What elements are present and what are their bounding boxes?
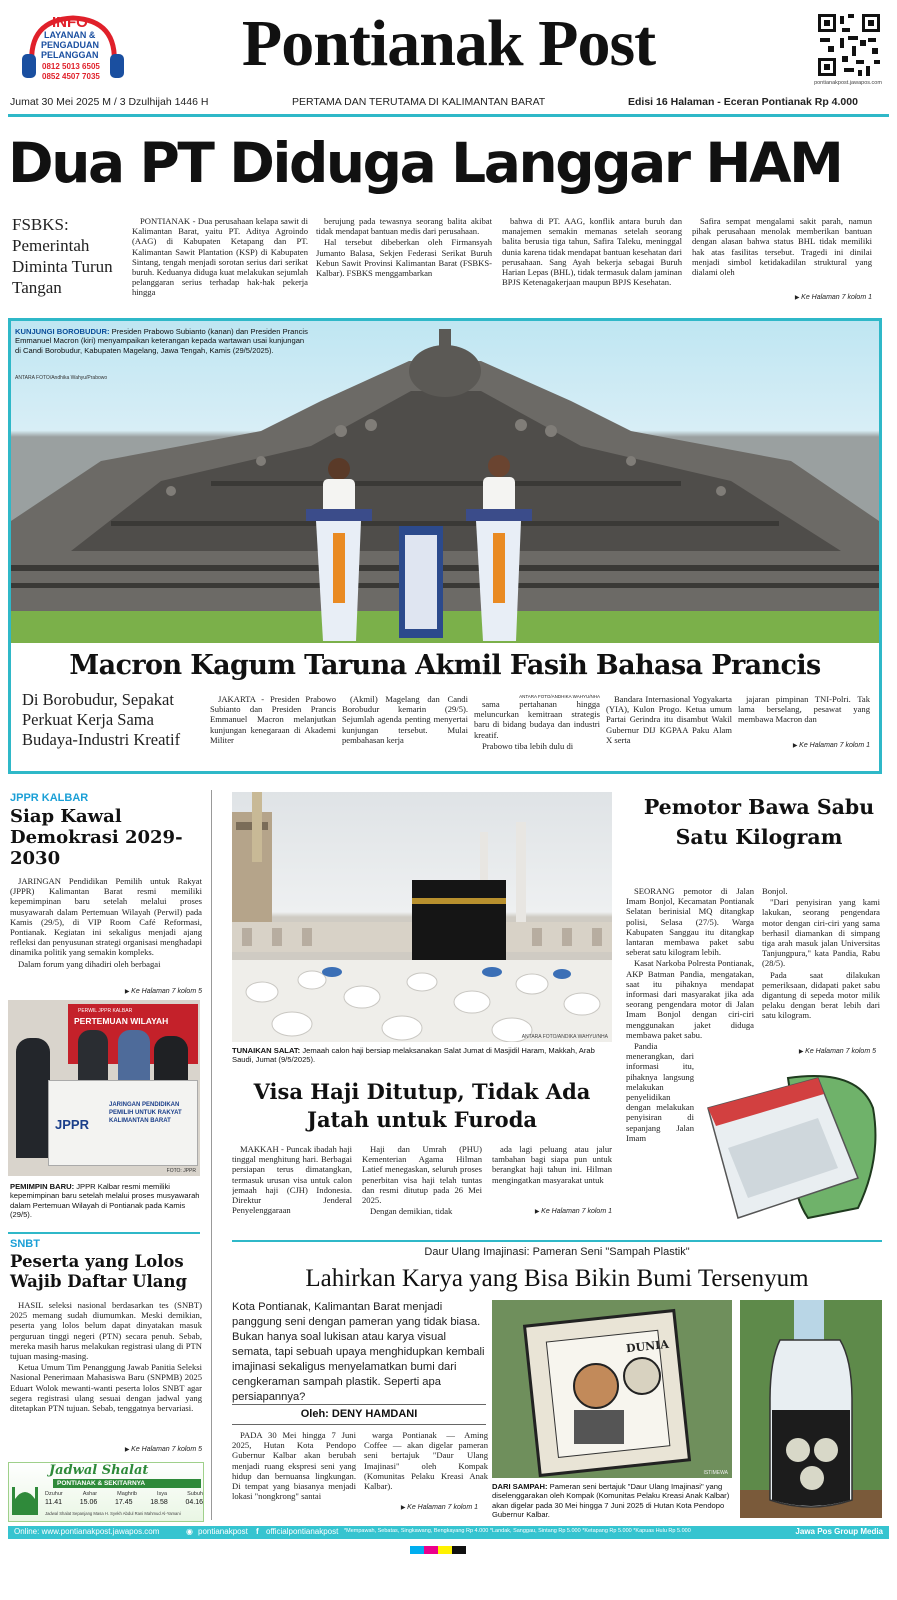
jppr-caption-label: PEMIMPIN BARU: [10, 1182, 75, 1191]
jppr-caption-text: JPPR Kalbar resmi memiliki kepemimpinan baru setelah melalui proses musyawarah dalam Pertemuan Wilayah di Pontianak pada Kamis (29/5). [10, 1182, 200, 1220]
footer-group: Jawa Pos Group Media [795, 1527, 883, 1536]
shalat-time: 11.41 [45, 1499, 62, 1506]
shalat-headers [45, 1491, 203, 1497]
borobudur-col3-credit: ANTARA FOTO/ANDHIKA WAHYU/NHA [519, 694, 600, 699]
haji-col1: MAKKAH - Puncak ibadah haji tinggal menghitung hari. Berbagai persiapan terus dimatangkan, termasuk urusan visa untuk calon jemaah haji (CJH) Indonesia. Direktur Jenderal Penyelenggaraan [232, 1144, 352, 1216]
info-phone1: 0812 5013 6505 [42, 62, 100, 71]
jppr-person1 [16, 1038, 50, 1158]
seni-col1: PADA 30 Mei hingga 7 Juni 2025, Hutan Kota Pendopo Gubernur Kalbar akan berubah menjadi ruang ekspresi seni yang hidup dan bernuansa lingkungan. Di tempat yang biasanya menjadi lokasi "nongkrong" santai [232, 1430, 356, 1502]
shalat-header: Subuh [187, 1491, 203, 1497]
haji-col2: Haji dan Umrah (PHU) Kementerian Agama Hilman Latief menegaskan, seluruh proses penerbitan visa haji telah tuntas dan resmi ditutup pada 26 Mei 2025. Dengan demikian, tidak [362, 1144, 482, 1217]
masthead-tagline: PERTAMA DAN TERUTAMA DI KALIMANTAN BARAT [292, 96, 546, 108]
borobudur-jump: ▶ Ke Halaman 7 kolom 1 [738, 742, 870, 749]
borobudur-col1: JAKARTA - Presiden Prabowo Subianto dan Presiden Prancis Emmanuel Macron melanjutkan kunjungan kenegaraan di Akademi Militer [210, 694, 336, 745]
seni-kicker: Daur Ulang Imajinasi: Pameran Seni "Sampah Plastik" [424, 1246, 690, 1258]
headline-sidebar: FSBKS: Pemerintah Diminta Turun Tangan [12, 215, 113, 297]
snbt-rule [8, 1232, 200, 1234]
headline-col3: bahwa di PT. AAG, konflik antara buruh dan manajemen semakin memanas setelah seorang balita berusia tiga tahun, Safira Taleku, meninggal dunia karena tidak mendapat bantuan kesehatan dari perusahaan. Sang Ayah bekerja sebagai Buruh Harian Lepas (BHL), tidak termasuk dalam jaminan BPJS Ketenagakerjaan maupun BPJS Kesehatan. [502, 216, 682, 288]
bottle-art-illustration [740, 1300, 882, 1518]
seni-byline-rule [232, 1404, 486, 1405]
sabu-col2: Bonjol. "Dari penyisiran yang kami lakukan, seorang pengendara motor dengan ciri-ciri yang sama berhasil diamankan di simpang tiga arah masuk jalan Universitas Tanjungpura," kata Pandia, Rabu (28/5). Pada saat dilakukan pemeriksaan, didapati paket sabu digantung di sepeda motor milik pelaku dengan berat lebih dari satu kilogram. [762, 886, 880, 1021]
shalat-box [8, 1462, 204, 1522]
color-registration-bar [410, 1546, 466, 1554]
seni-credit: ISTIMEWA [703, 1470, 728, 1476]
headline-jump: ▶ Ke Halaman 7 kolom 1 [692, 294, 872, 301]
qr-code [816, 12, 882, 78]
borobudur-caption-label: KUNJUNGI BOROBUDUR: [15, 327, 110, 336]
sabu-title: Pemotor Bawa Sabu Satu Kilogram [643, 795, 875, 849]
shalat-subtitle: PONTIANAK & SEKITARNYA [53, 1479, 201, 1488]
seni-lead: Kota Pontianak, Kalimantan Barat menjadi panggung seni dengan pameran yang tidak biasa. Bukan hanya soal lukisan atau karya visual semata, tapi sebuah upaya menghidupkan kembali imajinasi sekaligus menyelamatkan bumi dari cengkeraman sampah plastik. Seperti apa persiapannya? [232, 1301, 485, 1403]
jppr-sign-text: JARINGAN PENDIDIKAN PEMILIH UNTUK RAKYAT KALIMANTAN BARAT [109, 1102, 182, 1124]
seni-rule [232, 1240, 882, 1242]
seni-art-text: DUNIA [625, 1337, 670, 1356]
shalat-header: Maghrib [117, 1491, 137, 1497]
instagram-icon: ◉ [186, 1527, 193, 1536]
footer-prices: *Mempawah, Sebatas, Singkawang, Bengkayang Rp 4.000 *Landak, Sanggau, Sintang Rp 5.000 *Ketapang Rp 5.000 *Kapuas Hulu Rp 5.000 [344, 1528, 691, 1534]
seni-jump: ▶ Ke Halaman 7 kolom 1 [364, 1504, 478, 1511]
qr-caption: pontianakpost.jawapos.com [814, 80, 882, 86]
masthead-date: Jumat 30 Mei 2025 M / 3 Dzulhijah 1446 H [10, 96, 209, 108]
info-line3: PELANGGAN [41, 50, 99, 60]
jppr-logo: JPPR [55, 1117, 89, 1132]
seni-caption [492, 1482, 736, 1520]
jppr-body: JARINGAN Pendidikan Pemilih untuk Rakyat (JPPR) Kalimantan Barat resmi memiliki kepemimpinan baru setelah melalui proses musyawarah dalam Pertemuan Wilayah (Perwil) pada Kamis (29/5), di VIP Room Café Reformasi, Pontianak. Kegiatan ini sekaligus menjadi ajang refleksi dan penyusunan strategi organisasi menghadapi dinamika politik yang semakin kompleks. Dalam forum yang dihadiri oleh berbagai [10, 876, 202, 969]
artwork-illustration [492, 1300, 732, 1478]
borobudur-title: Macron Kagum Taruna Akmil Fasih Bahasa Prancis [69, 650, 821, 681]
borobudur-illustration [11, 321, 879, 643]
seni-title: Lahirkan Karya yang Bisa Bikin Bumi Tersenyum [305, 1265, 809, 1292]
info-line2: PENGADUAN [41, 40, 100, 50]
masthead-title: Pontianak Post [241, 7, 656, 80]
seni-byline-rule2 [232, 1424, 486, 1425]
footer-online[interactable]: Online: www.pontianakpost.jawapos.com [14, 1527, 160, 1536]
shalat-time: 04.16 [185, 1499, 203, 1506]
haji-col3: ada lagi peluang atau jalur tambahan bagi siapa pun untuk berangkat haji tahun ini. Hilman mengingatkan masyarakat untuk [492, 1144, 612, 1185]
info-phone2: 0852 4507 7035 [42, 72, 100, 81]
haji-photo [232, 792, 612, 1042]
shalat-header: Ashar [82, 1491, 98, 1497]
shalat-times [45, 1499, 203, 1506]
mosque-icon [11, 1477, 39, 1517]
facebook-icon: f [256, 1527, 259, 1536]
jppr-kicker: JPPR KALBAR [10, 792, 89, 804]
borobudur-deck: Di Borobudur, Sepakat Perkuat Kerja Sama Budaya-Industri Kreatif [22, 690, 181, 749]
jppr-jump: ▶ Ke Halaman 7 kolom 5 [10, 988, 202, 995]
haji-caption-label: TUNAIKAN SALAT: [232, 1046, 301, 1055]
jppr-credit: FOTO: JPPR [166, 1168, 196, 1174]
jppr-banner-top: PERWIL JPPR KALBAR [78, 1008, 133, 1014]
headline-col4: Safira sempat mengalami sakit parah, namun pihak perusahaan menolak memberikan bantuan dengan alasan bahwa status BHL tidak memiliki hak atas fasilitas tersebut. Tragedi ini dinilai menjadi simbol ketidakadilan struktural yang dialami oleh [692, 216, 872, 278]
shalat-title: Jadwal Shalat [49, 1463, 149, 1478]
seni-caption-label: DARI SAMPAH: [492, 1482, 548, 1491]
footer-bar [8, 1526, 889, 1539]
footer-fb[interactable]: officialpontianakpost [266, 1527, 339, 1536]
borobudur-caption-text: Presiden Prabowo Subianto (kanan) dan Presiden Prancis Emmanuel Macron (kiri) menyampaikan keterangan kepada wartawan usai kunjungan di Candi Borobudur, Kabupaten Magelang, Jawa Tengah, Kamis (29/5/2025). [15, 327, 308, 355]
info-title: INFO [52, 14, 88, 31]
jppr-caption [10, 1182, 202, 1220]
shalat-time: 17.45 [114, 1499, 133, 1506]
sabu-col1: SEORANG pemotor di Jalan Imam Bonjol, Kecamatan Pontianak Selatan berinisial MQ ditangkap polisi, Selasa (27/5). Warga Kabupaten Sanggau itu ditangkap lantaran membawa paket sabu seberat satu kilogram lebih. Kasat Narkoba Polresta Pontianak, AKP Batman Pandia, mengatakan, saat itu pihaknya mendapat informasi dari masyarakat jika ada seorang pengendara motor di Jalan Imam Bonjol dengan ciri-ciri menggunakan jaket diduga membawa paket sabu. Pandia menerangkan, dari informasi itu, pihaknya langsung melakukan penyelidikan dengan melakukan penyisiran di sepanjang Jalan Imam [626, 886, 754, 1143]
seni-photo1 [492, 1300, 732, 1478]
borobudur-col5: jajaran pimpinan TNI-Polri. Tak lama berselang, pesawat yang membawa Macron dan [738, 694, 870, 725]
headline-title: Dua PT Diduga Langgar HAM [8, 131, 842, 195]
borobudur-col3: ANTARA FOTO/ANDHIKA WAHYU/NHA sama pertahanan hingga meluncurkan kemitraan strategis baru di bidang budaya dan industri kreatif. Prabowo tiba lebih dulu di [474, 694, 600, 751]
borobudur-col4: Bandara Internasional Yogyakarta (YIA), Kulon Progo. Ketua umum Partai Gerindra itu disambut Wakil Gubernur DIJ KGPAA Paku Alam X serta [606, 694, 732, 745]
seni-photo2 [740, 1300, 882, 1518]
masthead-rule [8, 114, 889, 117]
jppr-sign [48, 1080, 198, 1166]
jppr-banner: PERTEMUAN WILAYAH [74, 1016, 169, 1026]
masjidil-haram-illustration [232, 792, 612, 1042]
headline-col2: berujung pada tewasnya seorang balita akibat tidak mendapat bantuan medis dari perusahaan. Hal tersebut dibeberkan oleh Firmansyah Jumanto Balasa, Sekjen Federasi Serikat Buruh Kebun Sawit Provinsi Kalimantan Barat (FSBKS-Kalbar). FSBKS menggambarkan [316, 216, 492, 279]
seni-col2: warga Pontianak — Aming Coffee — akan digelar pameran seni bertajuk "Daur Ulang Imajinasi" oleh Kompak (Komunitas Pelaku Kreasi Anak Kalbar). [364, 1430, 488, 1492]
snbt-kicker: SNBT [10, 1238, 40, 1250]
haji-jump: ▶ Ke Halaman 7 kolom 1 [492, 1208, 612, 1215]
snbt-body: HASIL seleksi nasional berdasarkan tes (SNBT) 2025 memang sudah diumumkan. Meski demikian, peserta yang lolos belum dapat dinyatakan masuk perguruan tinggi negeri (PTN) secara penuh. Sebab, mereka masih harus melakukan registrasi ulang di PTN tujuan masing-masing. Ketua Umum Tim Penanggung Jawab Panitia Seleksi Nasional Penerimaan Mahasiswa Baru (SNPMB) 2025 Eduart Wolok mewanti-wanti peserta lolos SNBT agar segera registrasi ulang sesuai dengan jadwal yang ditetapkan PTN tujuan. Sebab, tenggatnya bervariasi. [10, 1300, 202, 1414]
jppr-photo [8, 1000, 200, 1176]
column-divider [211, 790, 212, 1520]
sabu-jump: ▶ Ke Halaman 7 kolom 5 [762, 1048, 876, 1055]
footer-ig[interactable]: pontianakpost [198, 1527, 248, 1536]
seni-caption-text: Pameran seni bertajuk "Daur Ulang Imajinasi" yang diselenggarakan oleh Kompak (Komunitas Pelaku Kreasi Anak Kalbar) akan digelar pada 30 Mei hingga 7 Juni 2025 di Hutan Kota Pendopo Gubernur Kalbar. [492, 1482, 730, 1520]
snbt-title: Peserta yang Lolos Wajib Daftar Ulang [10, 1252, 188, 1291]
haji-caption-text: Jemaah calon haji bersiap melaksanakan Salat Jumat di Masjidil Haram, Makkah, Arab Saudi, Jumat (9/5/2025). [232, 1046, 595, 1065]
shalat-header: Dzuhur [45, 1491, 63, 1497]
seni-byline: Oleh: DENY HAMDANI [300, 1408, 418, 1420]
haji-credit: ANTARA FOTO/ANDIKA WAHYU/NHA [521, 1034, 608, 1040]
borobudur-caption [15, 327, 311, 355]
shalat-note: Jadwal Shalat Sepanjang Masa H. Syekh Abdul Rani Mahmud Al-Yamani [45, 1511, 181, 1516]
masthead-edition: Edisi 16 Halaman - Eceran Pontianak Rp 4.000 [628, 96, 858, 108]
shalat-time: 15.06 [79, 1499, 98, 1506]
borobudur-credit: ANTARA FOTO/Andhika Wahyu/Prabowo [15, 375, 108, 381]
snbt-jump: ▶ Ke Halaman 7 kolom 5 [10, 1446, 202, 1453]
borobudur-photo [11, 321, 879, 643]
shalat-time: 18.58 [150, 1499, 168, 1506]
headline-col1: PONTIANAK - Dua perusahaan kelapa sawit di Kalimantan Barat, yaitu PT. Aditya Agroindo (AAG) di Kabupaten Ketapang dan PT. Kalimantan Sawit Plantation (KSP) di Kabupaten Sintang, tengah menjadi sorotan serius dari serikat buruh. Keduanya diduga kuat melakukan sejumlah pelanggaran serius terhadap hak-hak pekerja hingga [132, 216, 308, 298]
jppr-title: Siap Kawal Demokrasi 2029-2030 [10, 806, 183, 869]
haji-caption [232, 1046, 612, 1065]
info-line1: LAYANAN & [44, 30, 96, 40]
haji-title: Visa Haji Ditutup, Tidak Ada Jatah untuk Furoda [253, 1079, 591, 1132]
shalat-header: Isya [156, 1491, 168, 1497]
borobudur-col2: (Akmil) Magelang dan Candi Borobudur kemarin (29/5). Sejumlah agenda penting menyertai kunjungan tersebut. Mulai pembahasan kerja [342, 694, 468, 745]
